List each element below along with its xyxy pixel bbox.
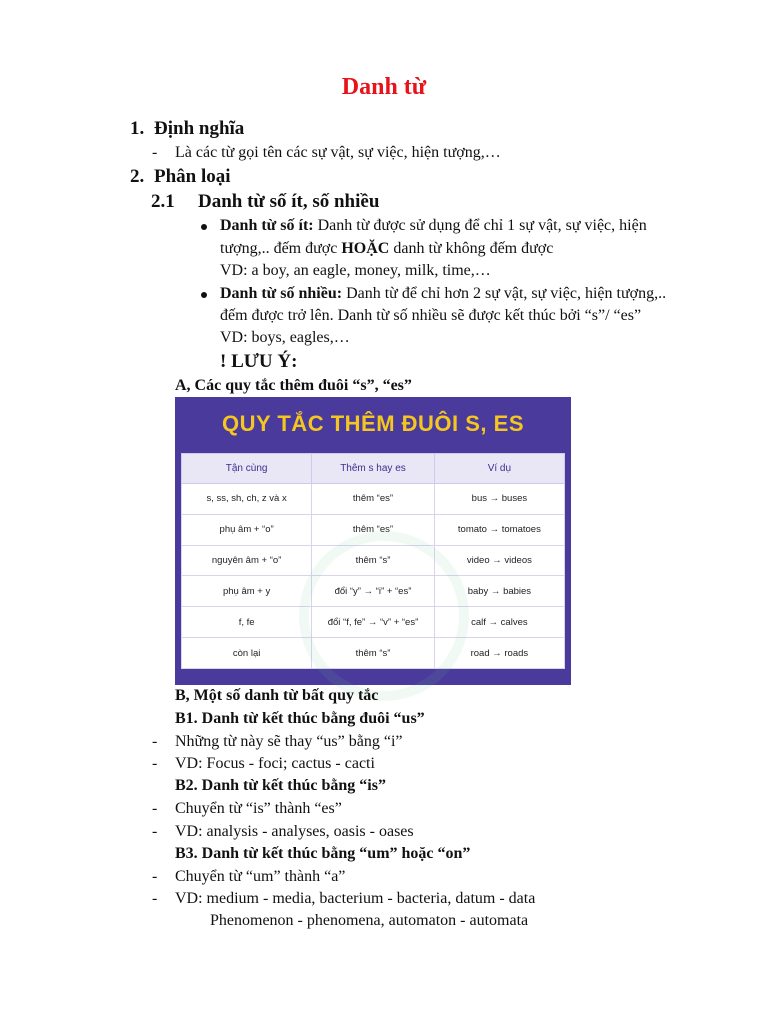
singular-example: VD: a boy, an eagle, money, milk, time,… <box>220 262 491 279</box>
b1-line-2: VD: Focus - foci; cactus - cacti <box>175 755 375 772</box>
b1-line-1: Những từ này sẽ thay “us” bằng “i” <box>175 733 403 750</box>
rules-grid <box>181 453 565 669</box>
list-dash: - <box>152 144 158 161</box>
b1-heading: B1. Danh từ kết thúc bằng đuôi “us” <box>175 710 425 727</box>
list-dash: - <box>152 800 158 817</box>
table-cell: thêm “s” <box>312 638 435 669</box>
subsection-2-1-number: 2.1 <box>151 191 175 212</box>
part-a-heading: A, Các quy tắc thêm đuôi “s”, “es” <box>175 377 412 394</box>
singular-text-2c: danh từ không đếm được <box>389 240 554 257</box>
table-row <box>182 638 565 669</box>
table-cell: baby → babies <box>434 576 564 607</box>
list-dash: - <box>152 755 158 772</box>
table-cell: video → videos <box>434 545 564 576</box>
table-cell: thêm “s” <box>312 545 435 576</box>
singular-label: Danh từ số ít: <box>220 217 314 234</box>
table-row <box>182 607 565 638</box>
note-heading: ! LƯU Ý: <box>220 351 298 372</box>
plural-line-1 <box>220 285 666 303</box>
b2-heading: B2. Danh từ kết thúc bằng “is” <box>175 777 386 794</box>
section-1-number: 1. <box>130 118 145 139</box>
header-ending: Tận cùng <box>182 454 312 484</box>
page-title: Danh từ <box>341 74 427 100</box>
part-b-heading: B, Một số danh từ bất quy tắc <box>175 687 379 704</box>
bullet-icon <box>201 224 207 230</box>
singular-text-1: Danh từ được sử dụng để chỉ 1 sự vật, sự việc, hiện <box>313 217 647 234</box>
table-header-row <box>182 454 565 484</box>
table-cell: thêm “es” <box>312 514 435 545</box>
table-cell: bus → buses <box>434 484 564 515</box>
table-cell: phụ âm + y <box>182 576 312 607</box>
rules-table <box>181 453 565 669</box>
b3-line-1: Chuyển từ “um” thành “a” <box>175 868 346 885</box>
plural-example: VD: boys, eagles,… <box>220 329 350 346</box>
b2-line-2: VD: analysis - analyses, oasis - oases <box>175 823 414 840</box>
singular-line-2 <box>220 240 553 258</box>
header-example: Ví dụ <box>434 454 564 484</box>
b3-line-3: Phenomenon - phenomena, automaton - automata <box>210 912 529 929</box>
section-2-number: 2. <box>130 166 145 187</box>
table-row <box>182 484 565 515</box>
list-dash: - <box>152 823 158 840</box>
list-dash: - <box>152 890 158 907</box>
table-row <box>182 545 565 576</box>
rules-infographic <box>175 397 571 685</box>
singular-emphasis: HOẶC <box>341 240 390 257</box>
b3-heading: B3. Danh từ kết thúc bằng “um” hoặc “on” <box>175 845 471 862</box>
singular-line-1 <box>220 217 647 235</box>
list-dash: - <box>152 868 158 885</box>
plural-label: Danh từ số nhiều: <box>220 285 343 302</box>
plural-line-2: đếm được trở lên. Danh từ số nhiều sẽ được kết thúc bởi “s”/ “es” <box>220 307 642 324</box>
table-cell: phụ âm + “o” <box>182 514 312 545</box>
table-cell: đổi “y” → “i” + “es” <box>312 576 435 607</box>
header-suffix: Thêm s hay es <box>312 454 435 484</box>
subsection-2-1-title: Danh từ số ít, số nhiều <box>198 191 380 212</box>
table-cell: road → roads <box>434 638 564 669</box>
section-1-title: Định nghĩa <box>154 118 245 139</box>
table-cell: còn lại <box>182 638 312 669</box>
b2-line-1: Chuyển từ “is” thành “es” <box>175 800 342 817</box>
table-row <box>182 514 565 545</box>
table-cell: s, ss, sh, ch, z và x <box>182 484 312 515</box>
b3-line-2: VD: medium - media, bacterium - bacteria, datum - data <box>175 890 536 907</box>
section-2-title: Phân loại <box>154 166 231 187</box>
table-cell: đổi “f, fe” → “v” + “es” <box>312 607 435 638</box>
singular-text-2a: tượng,.. đếm được <box>220 240 342 257</box>
definition-text: Là các từ gọi tên các sự vật, sự việc, hiện tượng,… <box>175 144 501 161</box>
plural-text-1: Danh từ để chỉ hơn 2 sự vật, sự việc, hiện tượng,.. <box>342 285 667 302</box>
table-cell: nguyên âm + “o” <box>182 545 312 576</box>
table-row <box>182 576 565 607</box>
bullet-icon <box>201 292 207 298</box>
table-cell: f, fe <box>182 607 312 638</box>
table-cell: calf → calves <box>434 607 564 638</box>
table-cell: tomato → tomatoes <box>434 514 564 545</box>
rules-title: QUY TẮC THÊM ĐUÔI S, ES <box>221 411 524 436</box>
table-cell: thêm “es” <box>312 484 435 515</box>
list-dash: - <box>152 733 158 750</box>
